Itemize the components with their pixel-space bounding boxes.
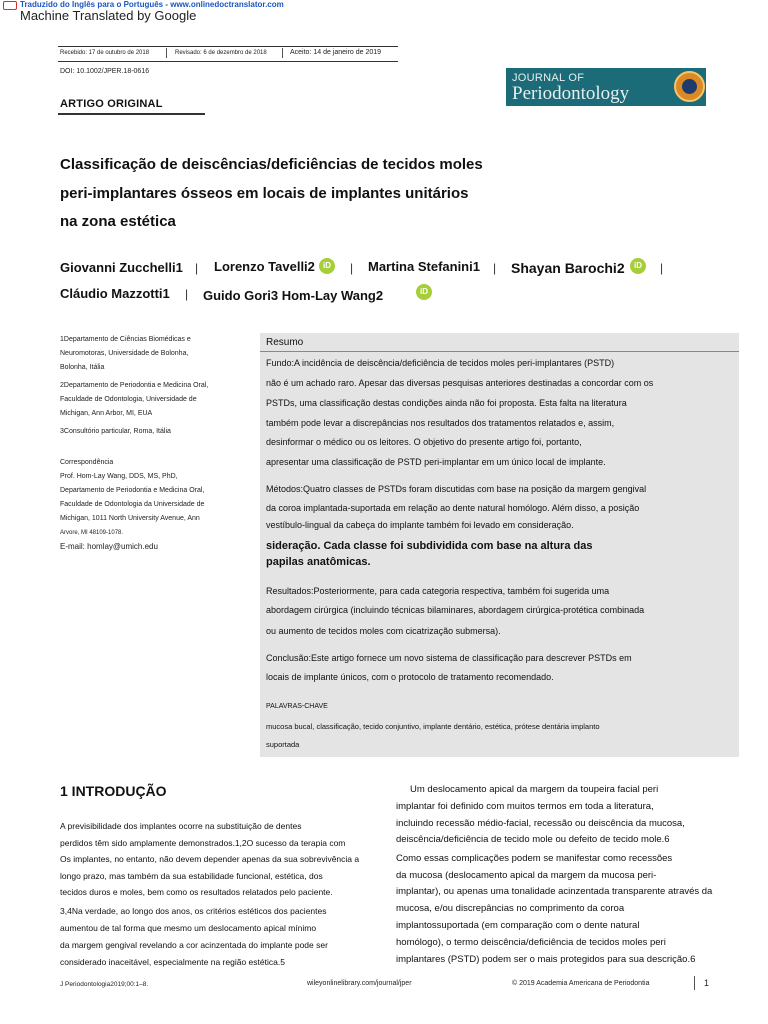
- journal-logo-line1: JOURNAL OF: [512, 72, 585, 84]
- translator-banner[interactable]: Traduzido do Inglês para o Português - www.onlinedoctranslator.com: [20, 0, 284, 9]
- abstract-resultados-line: abordagem cirúrgica (incluindo técnicas bilaminares, abordagem cirúrgica-protética combinada: [266, 605, 645, 615]
- footer-url[interactable]: wileyonlinelibrary.com/journal/jper: [307, 980, 412, 987]
- article-title-line-3: na zona estética: [60, 213, 176, 230]
- abstract-fundo-line: não é um achado raro. Apesar das diversas pesquisas anteriores destinadas a concordar com os: [266, 378, 654, 388]
- intro-right-line: incluindo recessão médio-facial, recessão ou deiscência da mucosa,: [396, 818, 685, 829]
- affiliation-line: 3Consultório particular, Roma, Itália: [60, 428, 171, 435]
- received-date: Recebido: 17 de outubro de 2018: [60, 50, 150, 56]
- author-zucchelli: Giovanni Zucchelli1: [60, 260, 183, 275]
- keywords-heading: PALAVRAS-CHAVE: [266, 703, 328, 710]
- article-title-line-1: Classificação de deiscências/deficiências de tecidos moles: [60, 156, 483, 173]
- intro-right-line: Como essas complicações podem se manifestar como recessões: [396, 853, 673, 864]
- author-separator: |: [185, 287, 189, 301]
- correspondence-line: Faculdade de Odontologia da Universidade de: [60, 501, 205, 508]
- intro-right-line: implantar foi definido com muitos termos em toda a literatura,: [396, 801, 654, 812]
- affiliation-line: Michigan, Ann Arbor, MI, EUA: [60, 410, 153, 417]
- intro-left-line: Os implantes, no entanto, não devem depender apenas da sua sobrevivência a: [60, 854, 360, 864]
- section-heading-introduction: 1 INTRODUÇÃO: [60, 783, 167, 799]
- abstract-metodos-big-line: sideração. Cada classe foi subdividida com base na altura das: [266, 540, 593, 552]
- intro-left-line: aumentou de tal forma que mesmo um deslocamento apical mínimo: [60, 923, 317, 933]
- affiliations: [60, 333, 208, 439]
- journal-logo: [506, 68, 706, 106]
- author-separator: |: [493, 261, 497, 275]
- intro-right-line: implantossuportada (em comparação com o dente natural: [396, 920, 640, 931]
- abstract-metodos-line: da coroa implantada-suportada em relação ao dente natural homólogo. Além disso, a posição: [266, 503, 640, 513]
- intro-right-line: da mucosa (deslocamento apical da margem da mucosa peri-: [396, 870, 657, 881]
- abstract-metodos-line: vestíbulo-lingual da cabeça do implante também foi levado em consideração.: [266, 520, 574, 530]
- footer-copyright: © 2019 Academia Americana de Periodontia: [512, 980, 650, 987]
- affiliation-line: 1Departamento de Ciências Biomédicas e: [60, 336, 191, 343]
- correspondence-heading: Correspondência: [60, 459, 114, 466]
- aap-seal-icon: [674, 71, 705, 102]
- intro-left-line: considerado inaceitável, especialmente na região estética.5: [60, 957, 285, 967]
- doi[interactable]: DOI: 10.1002/JPER.18-0616: [60, 68, 150, 75]
- abstract-resultados-line: ou aumento de tecidos moles com cicatrização submersa).: [266, 626, 501, 636]
- author-separator: |: [350, 261, 354, 275]
- aap-seal-center: [682, 79, 697, 94]
- intro-left-line: longo prazo, mas também da sua estabilidade funcional, estética, dos: [60, 871, 323, 881]
- intro-left-line: 3,4Na verdade, ao longo dos anos, os critérios estéticos dos pacientes: [60, 906, 327, 916]
- abstract-metodos-big-line: papilas anatômicas.: [266, 556, 371, 568]
- author-barochi: Shayan Barochi2: [511, 260, 625, 276]
- author-stefanini: Martina Stefanini1: [368, 259, 480, 274]
- intro-left-line: perdidos têm sido amplamente demonstrados.1,2O sucesso da terapia com: [60, 838, 346, 848]
- author-separator: |: [660, 261, 664, 275]
- meta-divider: [282, 48, 283, 58]
- footer-divider: [694, 976, 695, 990]
- keywords-line: mucosa bucal, classificação, tecido conjuntivo, implante dentário, estética, prótese dentária implanto: [266, 722, 600, 731]
- correspondence-line: Prof. Hom-Lay Wang, DDS, MS, PhD,: [60, 473, 178, 480]
- affiliation-line: 2Departamento de Periodontia e Medicina Oral,: [60, 382, 209, 389]
- article-title-line-2: peri-implantares ósseos em locais de implantes unitários: [60, 185, 469, 202]
- accepted-date: Aceito: 14 de janeiro de 2019: [290, 49, 382, 56]
- translator-icon: [3, 1, 17, 10]
- intro-left-line: A previsibilidade dos implantes ocorre na substituição de dentes: [60, 821, 302, 831]
- meta-divider: [166, 48, 167, 58]
- translator-engine: Machine Translated by Google: [20, 8, 197, 23]
- author-tavelli: Lorenzo Tavelli2: [214, 259, 315, 274]
- keywords-line: suportada: [266, 740, 300, 749]
- orcid-icon[interactable]: iD: [416, 284, 432, 300]
- intro-right-line: deiscência/deficiência de tecido mole ou defeito de tecido mole.6: [396, 834, 670, 845]
- intro-right-line: homólogo), o termo deiscência/deficiência de tecidos moles peri: [396, 937, 666, 948]
- abstract-heading-rule: [260, 351, 739, 352]
- abstract-heading: Resumo: [266, 337, 304, 348]
- affiliation-line: Faculdade de Odontologia, Universidade de: [60, 396, 197, 403]
- author-mazzotti: Cláudio Mazzotti1: [60, 286, 170, 301]
- meta-top-rule: [58, 46, 398, 47]
- abstract-fundo-line: apresentar uma classificação de PSTD peri-implantar em um único local de implante.: [266, 457, 606, 467]
- intro-left-line: tecidos duros e moles, bem como os resultados relatados pelo paciente.: [60, 887, 333, 897]
- correspondence-line: Michigan, 1011 North University Avenue, Ann: [60, 515, 200, 522]
- abstract-fundo-line: também pode levar a discrepâncias nos resultados dos tratamentos relatados e, assim,: [266, 418, 615, 428]
- article-type: ARTIGO ORIGINAL: [60, 98, 163, 110]
- intro-right-line: implantares (PSTD) podem ser o mais protegidos para sua descrição.6: [396, 954, 696, 965]
- intro-left-line: da margem gengival revelando a cor acinzentada do implante pode ser: [60, 940, 328, 950]
- author-gori-wang: Guido Gori3 Hom-Lay Wang2: [203, 288, 384, 303]
- abstract-conclusao-line: locais de implante únicos, com o protocolo de tratamento recomendado.: [266, 672, 554, 682]
- correspondence-line: Arvore, MI 48109-1078.: [60, 530, 124, 536]
- intro-right-line: implantar), ou apenas uma tonalidade acinzentada transparente através da: [396, 886, 713, 897]
- abstract-conclusao-line: Conclusão:Este artigo fornece um novo sistema de classificação para descrever PSTDs em: [266, 653, 632, 663]
- footer-citation: J Periodontologia2019;00:1–8.: [60, 981, 149, 988]
- abstract-fundo-line: desinformar o médico ou os leitores. O objetivo do presente artigo foi, portanto,: [266, 437, 582, 447]
- correspondence: [60, 456, 204, 554]
- affiliation-line: Bolonha, Itália: [60, 364, 105, 371]
- meta-bottom-rule: [58, 61, 398, 62]
- abstract-fundo-line: PSTDs, uma classificação destas condições ainda não foi proposta. Esta falta na literatura: [266, 398, 627, 408]
- intro-right-line: Um deslocamento apical da margem da toupeira facial peri: [410, 784, 659, 795]
- page-number: 1: [704, 978, 710, 988]
- abstract-resultados-line: Resultados:Posteriormente, para cada categoria respectiva, também foi sugerida uma: [266, 586, 610, 596]
- author-separator: |: [195, 261, 199, 275]
- orcid-icon[interactable]: iD: [319, 258, 335, 274]
- correspondence-line: Departamento de Periodontia e Medicina Oral,: [60, 487, 205, 494]
- article-type-rule: [58, 113, 205, 115]
- abstract-metodos-line: Métodos:Quatro classes de PSTDs foram discutidas com base na posição da margem gengival: [266, 484, 647, 494]
- abstract-fundo-line: Fundo:A incidência de deiscência/deficiência de tecidos moles peri-implantares (PSTD): [266, 358, 615, 368]
- journal-logo-line2: Periodontology: [512, 83, 630, 104]
- correspondence-email[interactable]: E-mail: homlay@umich.edu: [60, 542, 158, 551]
- revised-date: Revisado: 6 de dezembro de 2018: [175, 50, 267, 56]
- affiliation-line: Neuromotoras, Universidade de Bolonha,: [60, 350, 189, 357]
- orcid-icon[interactable]: iD: [630, 258, 646, 274]
- intro-right-line: mucosa, e/ou discrepâncias no comprimento da coroa: [396, 903, 625, 914]
